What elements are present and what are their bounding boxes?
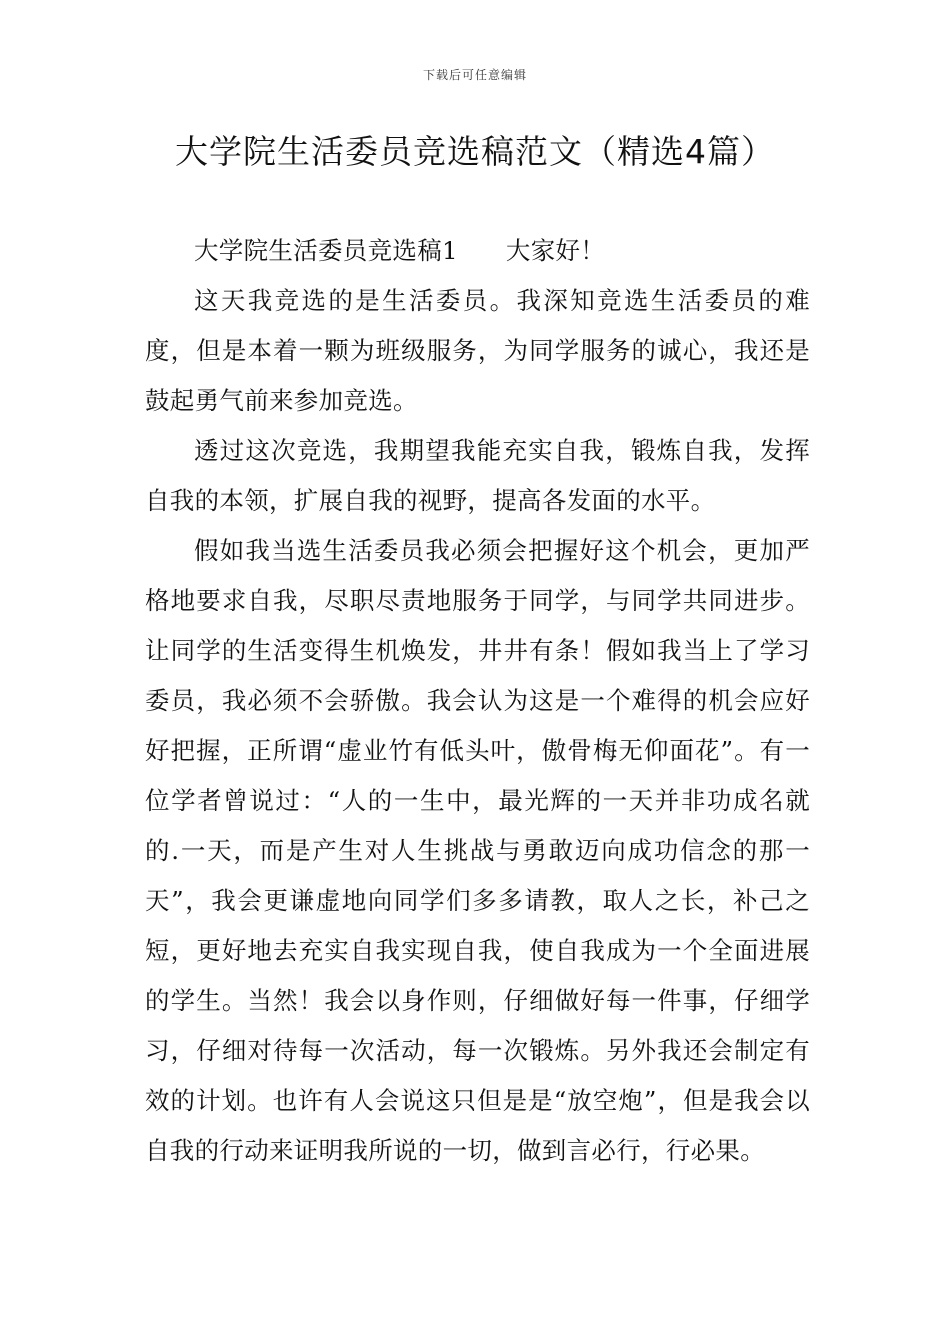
document-body [145, 226, 810, 1176]
subtitle-line [145, 226, 810, 276]
greeting: 大家好！ [505, 236, 606, 265]
paragraph-3: 假如我当选生活委员我必须会把握好这个机会，更加严格地要求自我，尽职尽责地服务于同学，与同学共同进步。让同学的生活变得生机焕发，井井有条！假如我当上了学习委员，我必须不会骄傲。我会认为这是一个难得的机会应好好把握，正所谓“虚业竹有低头叶，傲骨梅无仰面花”。有一位学者曾说过：“人的一生中，最光辉的一天并非功成名就的.一天，而是产生对人生挑战与勇敢迈向成功信念的那一天”，我会更谦虚地向同学们多多请教，取人之长，补己之短，更好地去充实自我实现自我，使自我成为一个全面进展的学生。当然！我会以身作则，仔细做好每一件事，仔细学习，仔细对待每一次活动，每一次锻炼。另外我还会制定有效的计划。也许有人会说这只但是是“放空炮”，但是我会以自我的行动来证明我所说的一切，做到言必行，行必果。 [145, 536, 810, 1165]
paragraph-2: 透过这次竞选，我期望我能充实自我，锻炼自我，发挥自我的本领，扩展自我的视野，提高各发面的水平。 [145, 436, 810, 515]
document-title: 大学院生活委员竞选稿范文（精选4篇） [175, 132, 775, 171]
section-subtitle: 大学院生活委员竞选稿1 [194, 236, 458, 265]
paragraph-1: 这天我竞选的是生活委员。我深知竞选生活委员的难度，但是本着一颗为班级服务，为同学服务的诚心，我还是鼓起勇气前来参加竞选。 [145, 286, 810, 415]
header-note: 下载后可任意编辑 [422, 68, 527, 82]
